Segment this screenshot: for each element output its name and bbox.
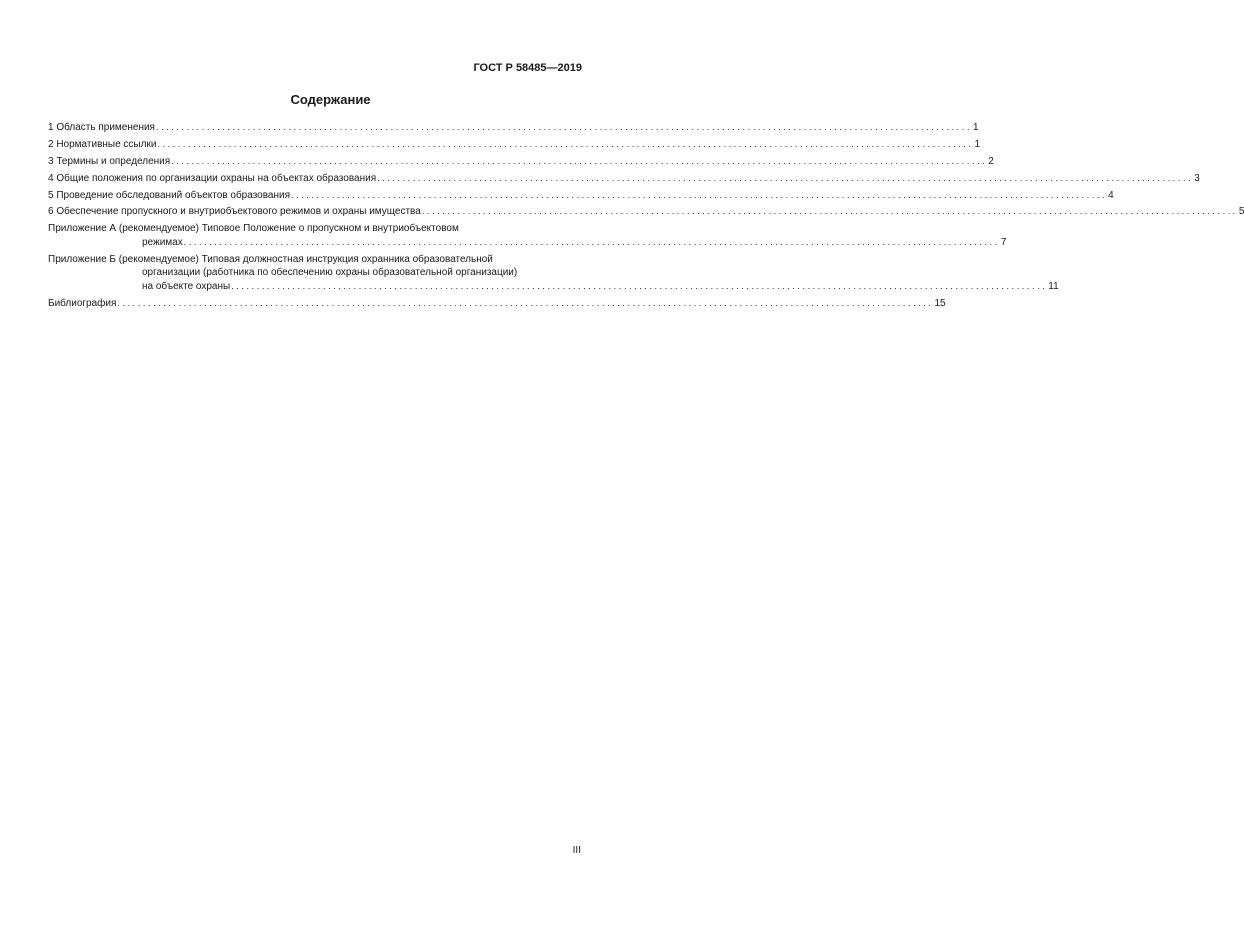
toc-entry-label: 5 Проведение обследований объектов образования	[48, 189, 291, 201]
dot-leader: ................................................................................................................................................................	[377, 172, 1194, 183]
dot-leader: ................................................................................................................................................................	[421, 206, 1238, 217]
toc-title: Содержание	[290, 92, 371, 107]
toc-entry-label: Библиография	[48, 297, 117, 309]
toc-page-number: 5	[1238, 206, 1244, 218]
toc-entry-label-line: организации (работника по обеспечению охраны образовательной организации)	[142, 267, 518, 279]
toc-entry-label-line: Приложение Б (рекомендуемое) Типовая должностная инструкция охранника образовательной	[48, 253, 493, 265]
toc-entry-label: режимах	[142, 236, 183, 248]
dot-leader: ................................................................................................................................................................	[155, 122, 973, 132]
toc-entry-general-provisions[interactable]	[48, 172, 1200, 186]
dot-leader: ................................................................................................................................................................	[171, 155, 988, 166]
toc-entry-terms[interactable]	[48, 155, 994, 169]
dot-leader: ................................................................................................................................................................	[117, 297, 934, 308]
toc-entry-label: 1 Область применения	[48, 122, 155, 133]
dot-leader: ................................................................................................................................................................	[183, 236, 1000, 247]
toc-entry-appendix-a[interactable]	[48, 222, 1007, 249]
toc-entry-label: 4 Общие положения по организации охраны на объектах образования	[48, 172, 377, 184]
toc-entry-label: 3 Термины и определения	[48, 155, 171, 167]
toc-page-number: 4	[1108, 189, 1114, 201]
toc-entry-inspections[interactable]	[48, 189, 1114, 203]
toc-entry-appendix-b[interactable]	[48, 253, 1059, 294]
toc-page-number: 2	[988, 155, 994, 167]
toc-page-number: 1	[973, 122, 979, 133]
toc-entry-label: на объекте охраны	[142, 280, 231, 292]
toc-entry-label: 2 Нормативные ссылки	[48, 138, 157, 150]
table-of-contents	[48, 121, 1244, 314]
toc-entry-label: 6 Обеспечение пропускного и внутриобъектового режимов и охраны имущества	[48, 206, 421, 218]
toc-page-number: 15	[934, 297, 946, 309]
document-code: ГОСТ Р 58485—2019	[473, 62, 582, 74]
toc-entry-normative-references[interactable]	[48, 138, 981, 152]
toc-page-number: 11	[1048, 280, 1059, 292]
dot-leader: ................................................................................................................................................................	[157, 138, 974, 149]
toc-page-number: 3	[1194, 172, 1200, 184]
toc-entry-bibliography[interactable]	[48, 297, 946, 311]
toc-entry-scope[interactable]	[48, 121, 979, 135]
toc-page-number: 1	[974, 138, 981, 150]
dot-leader: ................................................................................................................................................................	[291, 189, 1108, 200]
dot-leader: ................................................................................................................................................................	[231, 280, 1048, 291]
toc-entry-access-control[interactable]	[48, 205, 1244, 219]
toc-page-number: 7	[1000, 236, 1007, 248]
toc-entry-label-line: Приложение А (рекомендуемое) Типовое Положение о пропускном и внутриобъектовом	[48, 223, 459, 235]
page-number: III	[572, 845, 581, 856]
